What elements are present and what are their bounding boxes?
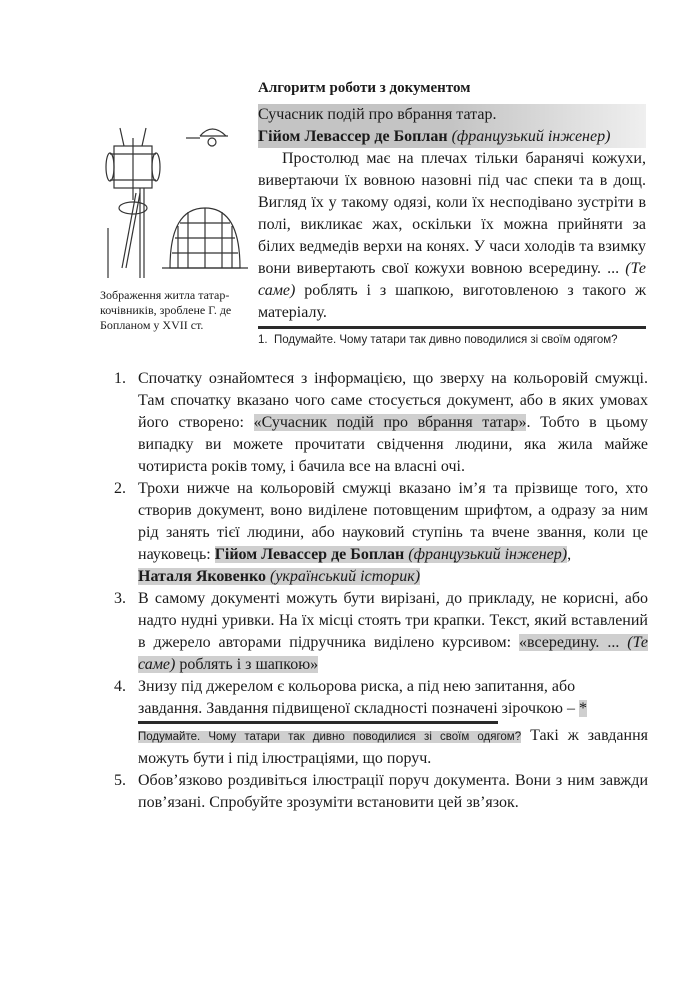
list-item [114,770,648,814]
source-text-part2: роблять і з шапкою, виготовленою з такого ж матеріалу. [258,282,646,321]
step-text: Трохи нижче на кольоровій смужці вказано ім’я та прізвище того, хто створив документ, воно виділене потовщеним шрифтом, а одразу за ним рід занять тієї людини, або науковий ступінь та вчене звання, коли це науковець: [138,480,648,563]
example-separator: , [567,546,572,563]
step-highlight: «Сучасник подій про вбрання татар» [253,414,527,431]
step-text: В самому документі можуть бути вирізані, до прикладу, не корисні, або надто нудні уривки. На їх місці стоять три крапки. Текст, який вставлений в джерело авторами підручника виділено курсивом: [138,590,648,651]
step-text-after: . Тобто в цьому випадку ви можете прочитати свідчення людини, яка жила майже чотириста років тому, і бачила все на власні очі. [138,414,649,475]
figure-caption: Зображення житла татар-кочівників, зроблене Г. де Бопланом у XVII ст. [100,288,232,332]
step-number: 1. [114,370,126,387]
step-number: 4. [114,678,126,695]
highlight-part: роблять і з шапкою» [179,656,319,673]
steps-list [114,368,648,814]
source-line: Сучасник подій про вбрання татар. [258,106,497,123]
step-number: 3. [114,590,126,607]
document-question [258,333,646,347]
step-number: 2. [114,480,126,497]
example-role: (український історик) [270,568,421,585]
highlight-italic: (Те саме) [138,634,648,673]
source-document [258,104,646,347]
source-author-role: (французький інженер) [451,128,611,145]
question-text: Подумайте. Чому татари так дивно поводилися зі своїм одягом? [273,334,618,346]
source-text-part1: Простолюд має на плечах тільки баранячі кожухи, вивертаючи їх вовною назовні під час спеки та в дощ. Вигляд їх у такому одязі, коли їх несподівано зустріти в полі, викликає жах, оскільки їх можна прийняти за білих ведмедів верхи на конях. У часи холодів та взимку вони вивертають свої кожухи вовною всередину. ... [258,150,646,277]
example-name: Гійом Левассер де Боплан [214,546,405,563]
step-text: завдання. Завдання підвищеної складності позначені зірочкою – [138,700,575,717]
example-name: Наталя Яковенко [138,568,266,585]
source-author-line [258,126,646,148]
step-text: Обов’язково роздивіться ілюстрації поруч документа. Вони з ним завжди пов’язані. Спробуйте зрозуміти встановити цей зв’язок. [138,772,648,811]
question-number: 1. [258,334,268,346]
page-title: Алгоритм роботи з документом [258,80,471,96]
list-item [114,478,648,588]
step-example-1 [215,546,567,563]
step-number: 5. [114,772,126,789]
source-text-italic: (Те саме) [258,260,647,299]
question-sample: Подумайте. Чому татари так дивно поводилися зі своїм одягом? [138,731,522,743]
list-item [114,368,648,478]
color-rule-sample [138,721,498,724]
source-author: Гійом Левассер де Боплан [258,128,448,145]
nomad-dwelling-drawing-icon [100,118,250,278]
source-text [258,148,646,324]
star-marker: * [578,700,587,717]
color-rule [258,326,646,329]
step-example-2 [138,568,420,585]
example-role: (французький інженер) [408,546,568,563]
source-header-band [258,104,646,148]
step-text: Спочатку ознайомтеся з інформацією, що зверху на кольоровій смужці. Там спочатку вказано чого саме стосується документ, або в яких умовах його створено: [138,370,648,431]
list-item [114,676,648,770]
step-text: Знизу під джерелом є кольорова риска, а під нею запитання, або [138,678,576,695]
highlight-part: «всередину. ... [519,634,620,651]
step-text-after: Такі ж завдання можуть бути і під ілюстраціями, що поруч. [138,727,649,767]
list-item [114,588,648,676]
